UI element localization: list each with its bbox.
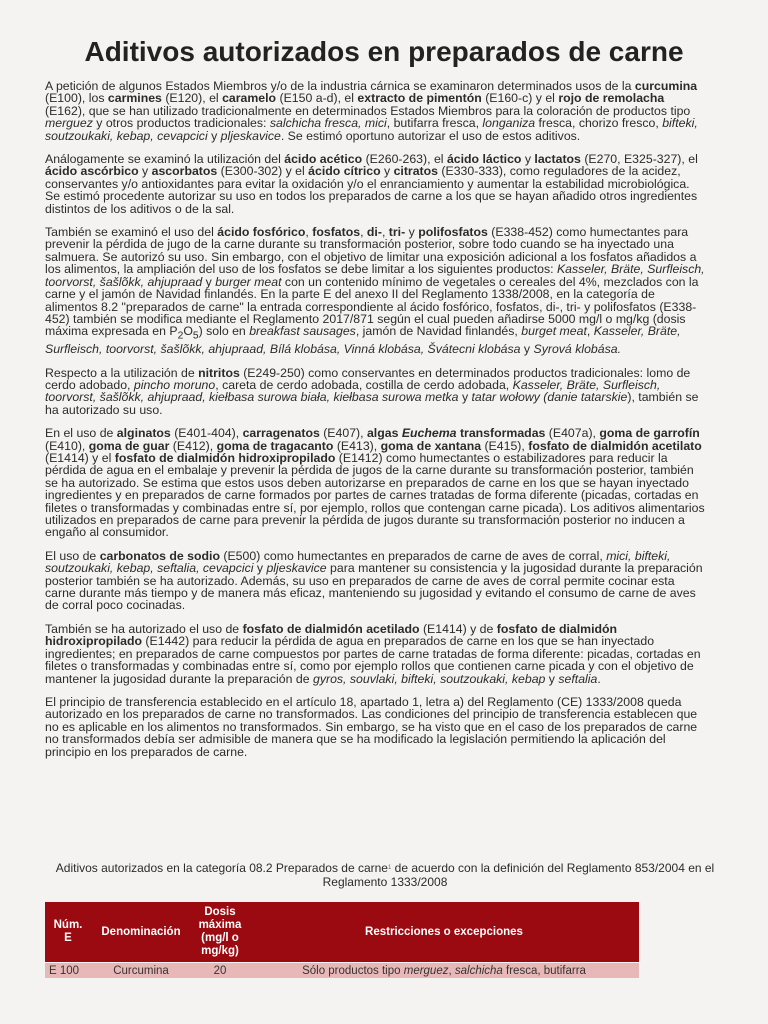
formatted-run: mici, bifteki, soutzoukaki, kebap, seftalia, cevapcici [45,548,671,576]
formatted-run: burger meat [215,274,282,289]
additives-table [45,902,639,978]
column-header-number: Núm. E [45,902,91,963]
formatted-run: lactatos [534,152,581,167]
column-header-name: Denominación [91,902,191,963]
formatted-run: carbonatos de sodio [99,548,220,563]
formatted-run: fosfato de dialmidón acetilado [242,621,420,636]
paragraph-phosphates: También se examinó el uso del ácido fosfórico, fosfatos, di-, tri- y polifosfatos (E338-452) como humectantes para prevenir la pérdida de jugo de la carne durante su transformación posterior, sobre todo cuando se ha inyectado una salmuera. Se autorizó su uso. Sin embargo, con el objetivo de limitar una exposición adicional a los fosfatos añadidos a los alimentos, la ampliación del uso de los fosfatos se debe limitar a los siguientes productos: Kasseler, Bräte, Surfleisch, toorvorst, šašlõkk, ahjupraad y burger meat con un contenido mínimo de vegetales o cereales del 4%, mezclados con la carne y el jamón de Navidad finlandés. En la parte E del anexo II del Reglamento 1338/2008, en la categoría de alimentos 8.2 "preparados de carne" la entrada correspondiente al ácido fosfórico, fosfatos, di-, tri- y polifosfatos (E338-452) también se modifica mediante el Reglamento 2017/871 según el cual pueden añadirse 5000 mg/l o mg/kg (dosis máxima expresada en $P_2O_5$) solo en breakfast sausages, jamón de Navidad finlandés, burget meat, Kasseler, Bräte, Surfleisch, toorvorst, šašlõkk, ahjupraad, Bílá klobása, Vinná klobása, Švátecni klobása y Syrová klobása. [45,225,705,357]
column-header-restrictions: Restricciones o excepciones [249,902,639,963]
formatted-run: salchicha [454,964,503,977]
formatted-run: longaniza [482,116,536,131]
paragraph-nitrites: Respecto a la utilización de nitritos (E249-250) como conservantes en determinados productos tradicionales: lomo de cerdo adobado, pincho moruno, careta de cerdo adobada, costilla de cerdo adobada, Kasseler, Bräte, Surfleisch, toorvorst, šašlõkk, ahjupraad, kiełbasa surowa biała, kiełbasa surowa metka y tatar wołowy (danie tatarskie), también se ha autorizado su uso. [45,365,699,417]
formatted-run: transformadas [456,426,546,441]
formatted-run: ácido acético [284,152,363,167]
paragraph-carry-over-principle: El principio de transferencia establecido en el artículo 18, apartado 1, letra a) del Reglamento (CE) 1333/2008 queda autorizado en los preparados de carne no transformados. Las condiciones del principio de transferencia establecen que no es aplicable en los alimentos no transformados. Sin embargo, se ha visto que en el caso de los preparados de carne no transformados debía ser admisible de manera que se ha modificado la legislación permitiendo la aplicación del principio en los preparados de carne. [45,694,698,759]
formatted-run: ácido láctico [446,152,522,167]
formatted-run: fosfato de dialmidón hidroxipropilado [45,621,618,649]
formatted-run: carmines [107,91,162,106]
table-caption [45,862,725,889]
formatted-run: algas [366,426,402,441]
formatted-run: 5 [192,330,199,342]
paragraph-sodium-carbonates: El uso de carbonatos de sodio (E500) como humectantes en preparados de carne de aves de corral, mici, bifteki, soutzoukaki, kebap, seftalia, cevapcici y pljeskavice para mantener su consistencia y la jugosidad durante la preparación posterior también se ha autorizado. Además, su uso en preparados de carne de aves de corral permite cocinar esta carne durante más tiempo y de manera más eficaz, manteniendo su jugosidad y evitando el consumo de carne de aves de corral poco cocinadas. [45,548,703,613]
paragraph-modified-starches: También se ha autorizado el uso de fosfato de dialmidón acetilado (E1414) y de fosfato de dialmidón hidroxipropilado (E1442) para reducir la pérdida de agua en preparados de carne en los que se han inyectado ingredientes; en preparados de carne compuestos por partes de carne tratadas de forma diferente: picadas, cortadas en filetes o transformadas y combinadas entre sí, como por ejemplo rollos que contienen carne picada y con el objetivo de mantener la jugosidad durante la preparación de gyros, souvlaki, bifteki, soutzoukaki, kebap y seftalia. [45,621,701,686]
formatted-run: seftalia [558,671,598,686]
formatted-run: ácido cítrico [308,164,381,179]
formatted-run: Euchema [401,426,457,441]
formatted-run: merguez [45,116,93,131]
formatted-run: Kasseler, Bräte, Surfleisch, toorvorst, šašlõkk, ahjupraad [45,262,705,289]
cell-restrictions: Sólo productos tipo merguez, salchicha fresca, butifarra [249,963,639,979]
formatted-run: burget meat [521,324,587,339]
cell-name: Curcumina [91,963,191,979]
article-body [45,80,705,769]
formatted-run: pljeskavice [266,561,327,576]
formatted-run: gyros, souvlaki, bifteki, soutzoukaki, kebap [312,671,546,686]
formatted-run: rojo de remolacha [558,91,665,106]
formatted-run: tatar wołowy (danie tatarskie [471,390,628,405]
page-title: Aditivos autorizados en preparados de carne [84,36,684,67]
formatted-run: fosfato de dialmidón acetilato [528,438,702,453]
formatted-run: pincho moruno [133,377,216,392]
formatted-run: bifteki, soutzoukaki, kebap, cevapcici [45,116,698,143]
formatted-run: nitritos [198,365,240,380]
formatted-run: caramelo [222,91,277,106]
formatted-run: fosfatos [312,225,361,240]
table-header-row [45,902,639,963]
formatted-run: merguez [403,964,449,977]
formatted-run: citratos [393,164,438,179]
cell-max-dose: 20 [191,963,249,979]
formatted-run: extracto de pimentón [357,91,482,106]
formatted-run: Syrová klobása. [533,342,621,357]
formatted-run: Kasseler, Bräte, Surfleisch, toorvorst, šašlõkk, ahjupraad, Bílá klobása, Vinná klobása, Švátecni klobása [45,324,681,357]
formatted-run: Kasseler, Bräte, Surfleisch, toorvorst, šašlõkk, ahjupraad, kiełbasa surowa biała, kiełbasa surowa metka [45,377,661,405]
formatted-run: fosfato de dialmidón hidroxipropilado [114,451,336,466]
formatted-run: carragenatos [242,426,320,441]
column-header-max-dose: Dosis máxima (mg/l o mg/kg) [191,902,249,963]
paragraph-acidity-regulators: Análogamente se examinó la utilización del ácido acético (E260-263), el ácido láctico y lactatos (E270, E325-327), el ácido ascórbico y ascorbatos (E300-302) y el ácido cítrico y citratos (E330-333), como reguladores de la acidez, conservantes y/o antioxidantes para evitar la oxidación y/o el enranciamiento y aumentar la estabilidad microbiológica. Se estimó procedente autorizar su uso en todos los preparados de carne a los que se hayan añadido otros ingredientes distintos de los aditivos o de la sal. [45,152,698,216]
formatted-run: breakfast sausages [249,324,356,339]
formatted-run: curcumina [634,79,698,93]
formatted-run: ácido fosfórico [217,225,306,240]
formatted-run: 2 [177,330,184,342]
formatted-run: tri- [388,225,406,240]
formatted-run: pljeskavice [220,128,281,143]
formatted-run: polifosfatos [418,225,488,240]
table-caption-text-rest: de acuerdo con la definición del Reglamento 853/2004 en el Reglamento 1333/2008 [322,861,715,889]
paragraph-thickeners: En el uso de alginatos (E401-404), carragenatos (E407), algas Euchema transformadas (E407a), goma de garrofín (E410), goma de guar (E412), goma de tragacanto (E413), goma de xantana (E415), fosfato de dialmidón acetilato (E1414) y el fosfato de dialmidón hidroxipropilado (E1412) como humectantes o estabilizadores para reducir la pérdida de agua en el embalaje y prevenir la pérdida de jugos de la carne durante su transformación posterior, también se ha autorizado. Se estima que estos usos deben autorizarse en preparados de carne en los que se hayan inyectado ingredientes y en preparados de carne formados por partes de carnes tratadas de forma diferente (picadas, cortadas en filetes o transformadas y combinadas entre sí, por ejemplo, rollos que contengan carne picada). Los aditivos alimentarios utilizados en preparados de carne para prevenir la pérdida de jugos durante su transformación posterior no inducen a engaño al consumidor. [45,426,705,540]
formatted-run: ácido ascórbico [45,164,139,179]
formatted-run: salchicha fresca, mici [269,116,387,131]
cell-number: E 100 [45,963,91,979]
table-row [45,963,639,979]
footnote-ref[interactable]: 1 [387,865,392,871]
formatted-run: goma de xantana [380,438,482,453]
formatted-run: goma de garrofín [599,426,700,441]
formatted-run: di- [366,225,382,240]
paragraph-colorants: A petición de algunos Estados Miembros y/o de la industria cárnica se examinaron determinados usos de la curcumina (E100), los carmines (E120), el caramelo (E150 a-d), el extracto de pimentón (E160-c) y el rojo de remolacha (E162), que se han utilizado tradicionalmente en determinados Estados Miembros para la coloración de productos tipo merguez y otros productos tradicionales: salchicha fresca, mici, butifarra fresca, longaniza fresca, chorizo fresco, bifteki, soutzoukaki, kebap, cevapcici y pljeskavice. Se estimó oportuno autorizar el uso de estos aditivos. [45,79,698,143]
formatted-run: goma de tragacanto [216,438,334,453]
formatted-run: goma de guar [88,438,170,453]
table-caption-text: Aditivos autorizados en la categoría 08.2 Preparados de carne [55,861,388,875]
formatted-run: ascorbatos [151,164,218,179]
formatted-run: alginatos [116,426,171,441]
